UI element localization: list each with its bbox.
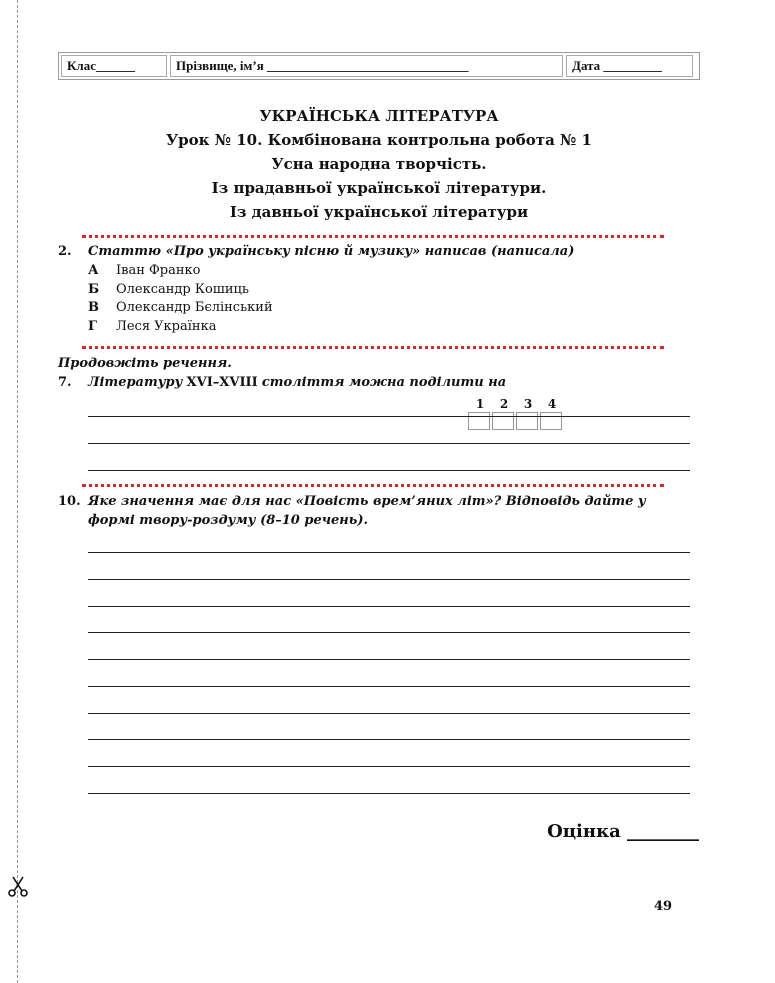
- topic-title-1: Усна народна творчість.: [271, 155, 487, 173]
- title-block: [58, 104, 700, 224]
- topic-title-2: Із прадавньої української літератури.: [211, 179, 547, 197]
- name-field[interactable]: Прізвище, ім’я _______________________________: [170, 55, 563, 77]
- answer-line[interactable]: [88, 552, 690, 553]
- answer-option[interactable]: А Іван Франко: [88, 263, 201, 278]
- divider: [82, 346, 664, 349]
- answer-option[interactable]: Б Олександр Кошиць: [88, 281, 249, 297]
- instruction: Продовжіть речення.: [58, 356, 232, 371]
- answer-line[interactable]: [88, 632, 690, 633]
- topic-title-3: Із давньої української літератури: [229, 203, 529, 221]
- page-number: 49: [654, 899, 673, 914]
- scissors-icon: [6, 875, 30, 899]
- answer-line[interactable]: [88, 793, 690, 794]
- question-number: 7.: [58, 375, 72, 390]
- question-2: [58, 243, 574, 262]
- answer-line[interactable]: [88, 659, 690, 660]
- subject-title: УКРАЇНСЬКА ЛІТЕРАТУРА: [259, 107, 499, 125]
- answer-line[interactable]: [88, 686, 690, 687]
- answer-line[interactable]: [88, 739, 690, 740]
- grade-field[interactable]: Оцінка ________: [547, 821, 699, 842]
- class-field[interactable]: Клас______: [61, 55, 167, 77]
- answer-box[interactable]: [516, 412, 538, 430]
- answer-box[interactable]: [492, 412, 514, 430]
- question-number: 10.: [58, 494, 81, 509]
- student-info-table: [58, 52, 700, 80]
- cut-line: [17, 0, 18, 983]
- answer-line[interactable]: [88, 713, 690, 714]
- answer-option[interactable]: В Олександр Бєлінський: [88, 300, 273, 316]
- question-number: 2.: [58, 244, 72, 259]
- divider: [82, 235, 664, 238]
- question-text: Статтю «Про українську пісню й музику» написав (написала): [88, 244, 575, 259]
- answer-line[interactable]: [88, 470, 690, 471]
- answer-options: [88, 262, 273, 336]
- answer-option[interactable]: Г Леся Українка: [88, 318, 217, 334]
- question-10: 10. Яке значення має для нас «Повість врем’яних літ»? Відповідь дайте у формі твору-роздуму (8–10 речень).: [58, 494, 646, 528]
- question-7: 7. Літературу XVI–XVIII століття можна поділити на: [58, 374, 506, 393]
- answer-line[interactable]: [88, 579, 690, 580]
- answer-line[interactable]: [88, 416, 690, 417]
- date-field[interactable]: Дата _________: [566, 55, 693, 77]
- answer-box[interactable]: [540, 412, 562, 430]
- answer-line[interactable]: [88, 443, 690, 444]
- lesson-title: Урок № 10. Комбінована контрольна робота № 1: [166, 131, 592, 149]
- divider: [82, 484, 664, 487]
- answer-box[interactable]: [468, 412, 490, 430]
- answer-line[interactable]: [88, 766, 690, 767]
- answer-boxes: 1 2 3 4: [468, 397, 568, 430]
- answer-line[interactable]: [88, 606, 690, 607]
